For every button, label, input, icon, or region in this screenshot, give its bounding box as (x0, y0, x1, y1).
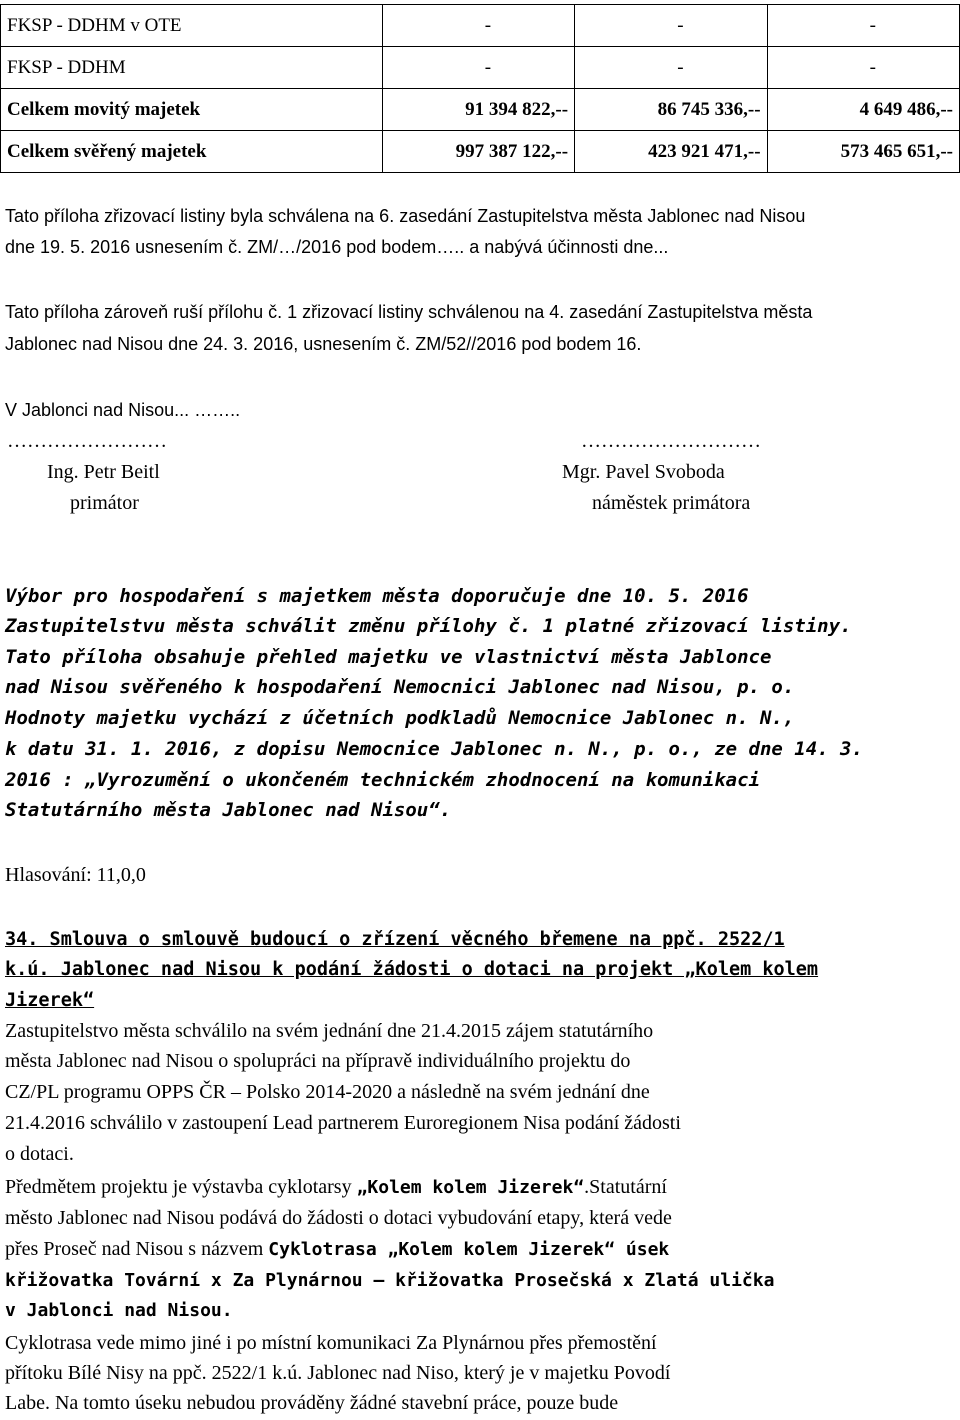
approval-note-line: dne 19. 5. 2016 usnesením č. ZM/…/2016 pod bodem….. a nabývá účinnosti dne... (5, 237, 669, 257)
route-name: Cyklotrasa „Kolem kolem Jizerek“ úsek (268, 1239, 670, 1260)
repeal-note-line: Tato příloha zároveň ruší přílohu č. 1 zřizovací listiny schválenou na 4. zasedání Zastupitelstva města (5, 302, 813, 322)
recommendation-line: Hodnoty majetku vychází z účetních podkladů Nemocnice Jablonec n. N., (5, 707, 795, 729)
table-cell: - (767, 47, 959, 89)
table-cell: - (767, 5, 959, 47)
text-run: Předmětem projektu je výstavba cyklotarsy (5, 1176, 357, 1198)
recommendation-line: Zastupitelstvu města schválit změnu přílohy č. 1 platné zřizovací listiny. (5, 615, 852, 637)
text-run: přes Proseč nad Nisou s názvem (5, 1238, 269, 1260)
item-heading-line: Jizerek“ (5, 990, 95, 1011)
voting-result: Hlasování: 11,0,0 (5, 864, 146, 886)
paragraph-line: o dotaci. (5, 1143, 74, 1165)
repeal-note-line: Jablonec nad Nisou dne 24. 3. 2016, usnesením č. ZM/52//2016 pod bodem 16. (5, 334, 642, 354)
recommendation-line: 2016 : „Vyrozumění o ukončeném technickém zhodnocení na komunikaci (5, 769, 760, 791)
paragraph-line: 21.4.2016 schválilo v zastoupení Lead partnerem Euroregionem Nisa podání žádosti (5, 1112, 681, 1134)
signatory-name-right: Mgr. Pavel Svoboda (562, 461, 725, 483)
table-cell: - (382, 5, 574, 47)
table-cell: Celkem movitý majetek (1, 89, 383, 131)
table-cell: - (575, 47, 767, 89)
recommendation-line: nad Nisou svěřeného k hospodaření Nemocnici Jablonec nad Nisou, p. o. (5, 676, 795, 698)
text-run: .Statutární (584, 1176, 667, 1198)
table-cell: - (575, 5, 767, 47)
table-row (1, 5, 960, 47)
table-cell: - (382, 47, 574, 89)
table-cell: Celkem svěřený majetek (1, 131, 383, 173)
signature-dots-left: …………………… (7, 430, 167, 452)
table-cell: 4 649 486,-- (767, 89, 959, 131)
table-cell: 91 394 822,-- (382, 89, 574, 131)
recommendation-line: k datu 31. 1. 2016, z dopisu Nemocnice Jablonec n. N., p. o., ze dne 14. 3. (5, 738, 863, 760)
recommendation-line: Tato příloha obsahuje přehled majetku ve vlastnictví města Jablonce (5, 646, 772, 668)
paragraph-line: Zastupitelstvo města schválilo na svém jednání dne 21.4.2015 zájem statutárního (5, 1020, 654, 1042)
approval-note-line: Tato příloha zřizovací listiny byla schválena na 6. zasedání Zastupitelstva města Jablonec nad Nisou (5, 206, 806, 226)
signatory-role-right: náměstek primátora (592, 492, 751, 514)
paragraph-line: CZ/PL programu OPPS ČR – Polsko 2014-2020 a následně na svém jednání dne (5, 1081, 650, 1103)
paragraph-line (5, 1176, 667, 1199)
table-cell: 86 745 336,-- (575, 89, 767, 131)
route-name-line: v Jablonci nad Nisou. (5, 1300, 233, 1321)
signatory-role-left: primátor (70, 492, 139, 514)
recommendation-line: Statutárního města Jablonec nad Nisou“. (5, 799, 452, 821)
item-heading-line: 34. Smlouva o smlouvě budoucí o zřízení věcného břemene na ppč. 2522/1 (5, 929, 785, 950)
recommendation-line: Výbor pro hospodaření s majetkem města doporučuje dne 10. 5. 2016 (5, 585, 749, 607)
paragraph-line: přítoku Bílé Nisy na ppč. 2522/1 k.ú. Jablonec nad Niso, který je v majetku Povodí (5, 1362, 671, 1384)
table-cell: 573 465 651,-- (767, 131, 959, 173)
table-cell: 423 921 471,-- (575, 131, 767, 173)
signatory-name-left: Ing. Petr Beitl (47, 461, 160, 483)
table-cell: FKSP - DDHM v OTE (1, 5, 383, 47)
paragraph-line: město Jablonec nad Nisou podává do žádosti o dotaci vybudování etapy, která vede (5, 1207, 672, 1229)
table-row (1, 47, 960, 89)
table-row (1, 131, 960, 173)
paragraph-line: města Jablonec nad Nisou o spolupráci na přípravě individuálního projektu do (5, 1050, 631, 1072)
table-cell: 997 387 122,-- (382, 131, 574, 173)
property-table (0, 4, 960, 173)
item-heading-line: k.ú. Jablonec nad Nisou k podání žádosti o dotaci na projekt „Kolem kolem (5, 959, 819, 980)
table-cell: FKSP - DDHM (1, 47, 383, 89)
paragraph-line: Cyklotrasa vede mimo jiné i po místní komunikaci Za Plynárnou přes přemostění (5, 1332, 657, 1354)
place-line: V Jablonci nad Nisou... …….. (5, 400, 241, 420)
project-name: „Kolem kolem Jizerek“ (356, 1177, 585, 1198)
paragraph-line (5, 1238, 669, 1261)
route-name-line: křižovatka Tovární x Za Plynárnou – křižovatka Prosečská x Zlatá ulička (5, 1270, 775, 1291)
table-row (1, 89, 960, 131)
signature-dots-right: ……………………… (581, 430, 761, 452)
paragraph-line: Labe. Na tomto úseku nebudou prováděny žádné stavební práce, pouze bude (5, 1392, 619, 1414)
